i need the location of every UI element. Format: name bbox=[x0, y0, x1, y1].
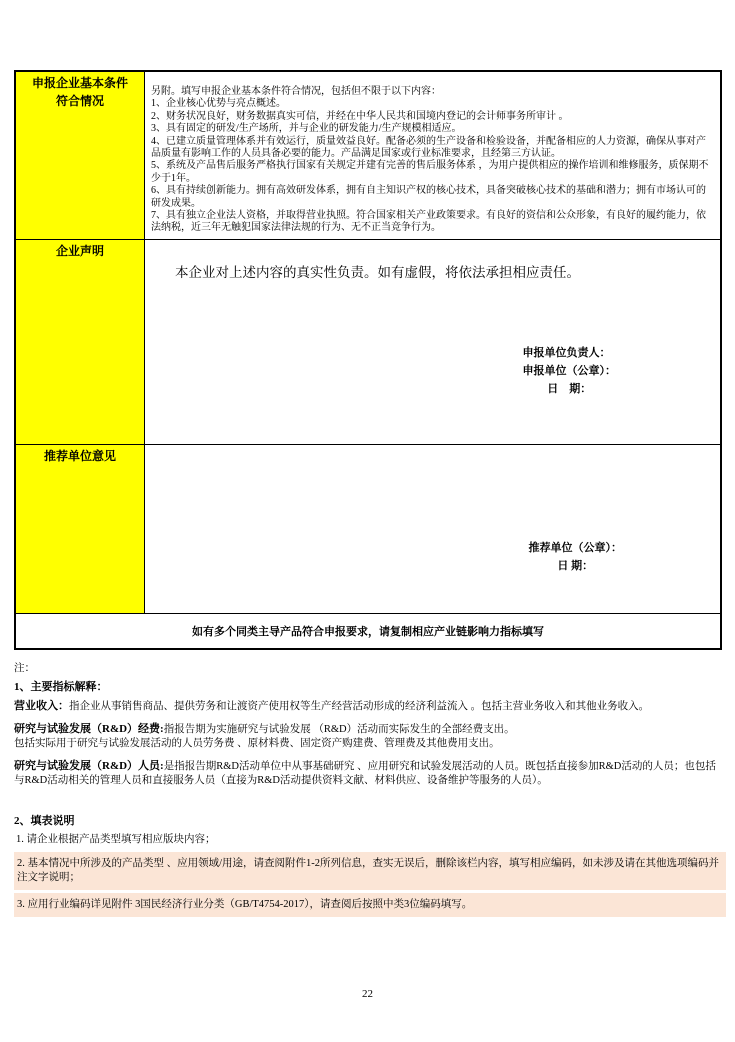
condition-item-6: 6、具有持续创新能力。拥有高效研发体系，拥有自主知识产权的核心技术，具备突破核心技术的基础和潜力；拥有市场认可的研发成果。 bbox=[151, 185, 706, 209]
indicator-explanation-heading: 1、主要指标解释： bbox=[14, 681, 108, 693]
sign-line-recommend-seal: 推荐单位（公章）： bbox=[528, 541, 622, 554]
application-form-table bbox=[14, 70, 722, 650]
definition-rd-personnel bbox=[14, 759, 726, 788]
condition-item-3: 3、具有固定的研发/生产场所，并与企业的研发能力/生产规模相适应。 bbox=[151, 123, 462, 135]
notes-label: 注： bbox=[14, 663, 35, 674]
recommendation-sign-block bbox=[529, 539, 623, 575]
definition-text: 指企业从事销售商品、提供劳务和让渡资产使用权等生产经营活动形成的经济利益流入 。包括主营业务收入和其他业务收入。 bbox=[69, 701, 650, 712]
declaration-sign-block bbox=[523, 344, 617, 398]
sign-line-unit-seal: 申报单位（公章）： bbox=[522, 364, 616, 377]
row-enterprise-declaration bbox=[15, 239, 721, 444]
header-text-line1: 申报企业基本条件 bbox=[31, 76, 128, 90]
header-cell-recommendation bbox=[15, 444, 145, 613]
basic-conditions-content bbox=[145, 71, 722, 239]
definition-term: 营业收入： bbox=[14, 700, 69, 712]
definition-term: 研究与试验发展（R&D）人员: bbox=[14, 760, 164, 772]
condition-item-4: 4、已建立质量管理体系并有效运行，质量效益良好。配备必须的生产设备和检验设备，并配备相应的人力资源，确保从事对产品质量有影响工作的人员具备必要的能力。产品满足国家或行业标准要求，且经第三方认证。 bbox=[151, 135, 706, 160]
condition-intro: 另附。填写申报企业基本条件符合情况，包括但不限于以下内容： bbox=[151, 86, 441, 97]
definition-term: 研究与试验发展（R&D）经费: bbox=[14, 723, 164, 735]
page-number: 22 bbox=[362, 988, 373, 1000]
condition-item-5: 5、系统及产品售后服务严格执行国家有关规定并建有完善的售后服务体系 ，为用户提供相应的操作培训和维修服务，质保期不少于1年。 bbox=[151, 160, 709, 184]
fill-instruction-3-highlighted: 3. 应用行业编码详见附件 3国民经济行业分类（GB/T4754-2017），请查阅后按照中类3位编码填写。 bbox=[14, 893, 726, 917]
fill-instruction-1: 1. 请企业根据产品类型填写相应版块内容； bbox=[16, 834, 216, 845]
duplicate-products-note: 如有多个同类主导产品符合申报要求，请复制相应产业链影响力指标填写 bbox=[15, 613, 721, 649]
fill-instruction-2-highlighted: 2. 基本情况中所涉及的产品类型 、应用领域/用途，请查阅附件1-2所列信息，查实无误后，删除该栏内容，填写相应编码，如未涉及请在其他选项编码并注文字说明； bbox=[14, 852, 726, 890]
condition-item-1: 1、企业核心优势与亮点概述。 bbox=[151, 98, 286, 110]
definition-rd-expenditure bbox=[14, 722, 726, 751]
definition-text-continued: 包括实际用于研究与试验发展活动的人员劳务费 、原材料费、固定资产购建费、管理费及其他费用支出。 bbox=[14, 738, 500, 749]
header-text-recommendation: 推荐单位意见 bbox=[43, 448, 116, 463]
header-text-declaration: 企业声明 bbox=[55, 243, 104, 258]
row-recommendation-opinion bbox=[15, 444, 721, 613]
definition-text: 指报告期为实施研究与试验发展 （R&D）活动而实际发生的全部经费支出。 bbox=[163, 724, 515, 735]
sign-line-date: 日 期： bbox=[547, 382, 592, 395]
fill-instructions-heading: 2、填表说明 bbox=[14, 815, 75, 827]
definition-text: 是指报告期R&D活动单位中从事基础研究 、应用研究和试验发展活动的人员。既包括直接参加R&D活动的人员；也包括与R&D活动相关的管理人员和直接服务人员（直接为R&D活动提供资料文献、材料供应、设备维护等服务的人员）。 bbox=[14, 761, 716, 786]
sign-line-recommend-date: 日 期： bbox=[557, 559, 594, 572]
condition-item-2: 2、财务状况良好，财务数据真实可信，并经在中华人民共和国境内登记的会计师事务所审计 。 bbox=[151, 110, 569, 122]
header-cell-basic-conditions bbox=[15, 71, 145, 239]
sign-line-responsible-person: 申报单位负责人： bbox=[522, 346, 611, 359]
row-footer-note bbox=[15, 613, 721, 649]
notes-section bbox=[14, 660, 726, 920]
definition-operating-revenue bbox=[14, 699, 726, 714]
recommendation-content bbox=[145, 444, 722, 613]
header-cell-declaration bbox=[15, 239, 145, 444]
header-text-line2: 符合情况 bbox=[55, 94, 104, 108]
declaration-content bbox=[145, 239, 722, 444]
condition-item-7: 7、具有独立企业法人资格，并取得营业执照。符合国家相关产业政策要求。有良好的资信和公众形象，有良好的履约能力，依法纳税，近三年无触犯国家法律法规的行为、无不正当竞争行为。 bbox=[151, 210, 706, 234]
declaration-statement: 本企业对上述内容的真实性负责。如有虚假，将依法承担相应责任。 bbox=[175, 264, 580, 280]
row-basic-conditions bbox=[15, 71, 721, 239]
